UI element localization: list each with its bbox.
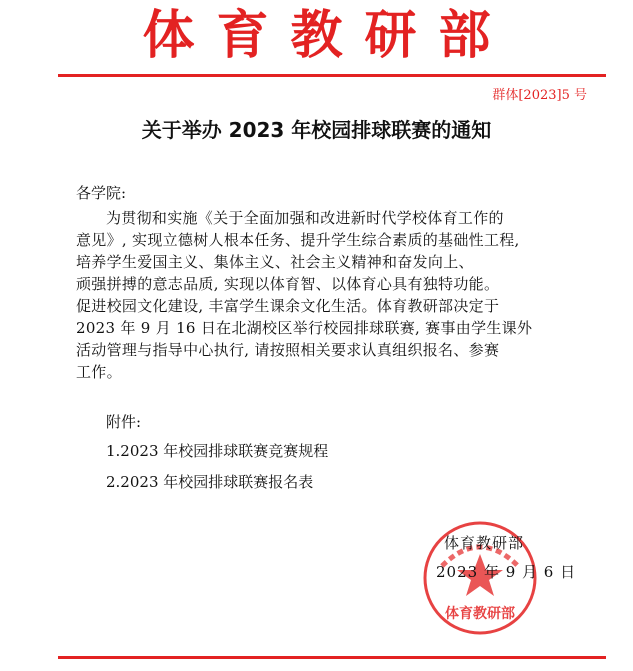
notice-body — [76, 207, 562, 383]
body-line: 为贯彻和实施《关于全面加强和改进新时代学校体育工作的 — [106, 209, 504, 227]
body-line: 活动管理与指导中心执行, 请按照相关要求认真组织报名、参赛 — [76, 341, 500, 359]
body-line: 培养学生爱国主义、集体主义、社会主义精神和奋发向上、 — [76, 253, 474, 271]
attachments-label: 附件: — [106, 413, 142, 431]
header-divider — [58, 74, 606, 77]
department-header-title: 体育教研部 — [142, 6, 513, 66]
body-line: 顽强拼搏的意志品质, 实现以体育智、以体育心具有独特功能。 — [76, 275, 500, 293]
body-line: 2023 年 9 月 16 日在北湖校区举行校园排球联赛, 赛事由学生课外 — [76, 319, 533, 337]
body-line: 工作。 — [76, 363, 122, 381]
signature-organization: 体育教研部 — [444, 534, 525, 552]
signature-date: 2023 年 9 月 6 日 — [436, 563, 577, 581]
svg-text:体育教研部: 体育教研部 — [445, 606, 515, 622]
body-line: 促进校园文化建设, 丰富学生课余文化生活。体育教研部决定于 — [76, 297, 500, 315]
document-title: 关于举办 2023 年校园排球联赛的通知 — [141, 118, 492, 142]
salutation: 各学院: — [76, 184, 127, 202]
footer-divider — [58, 656, 606, 659]
attachment-item: 1.2023 年校园排球联赛竞赛规程 — [106, 442, 329, 460]
attachment-item: 2.2023 年校园排球联赛报名表 — [106, 473, 314, 491]
document-number: 群体[2023]5 号 — [492, 88, 587, 103]
body-line: 意见》, 实现立德树人根本任务、提升学生综合素质的基础性工程, — [76, 231, 520, 249]
